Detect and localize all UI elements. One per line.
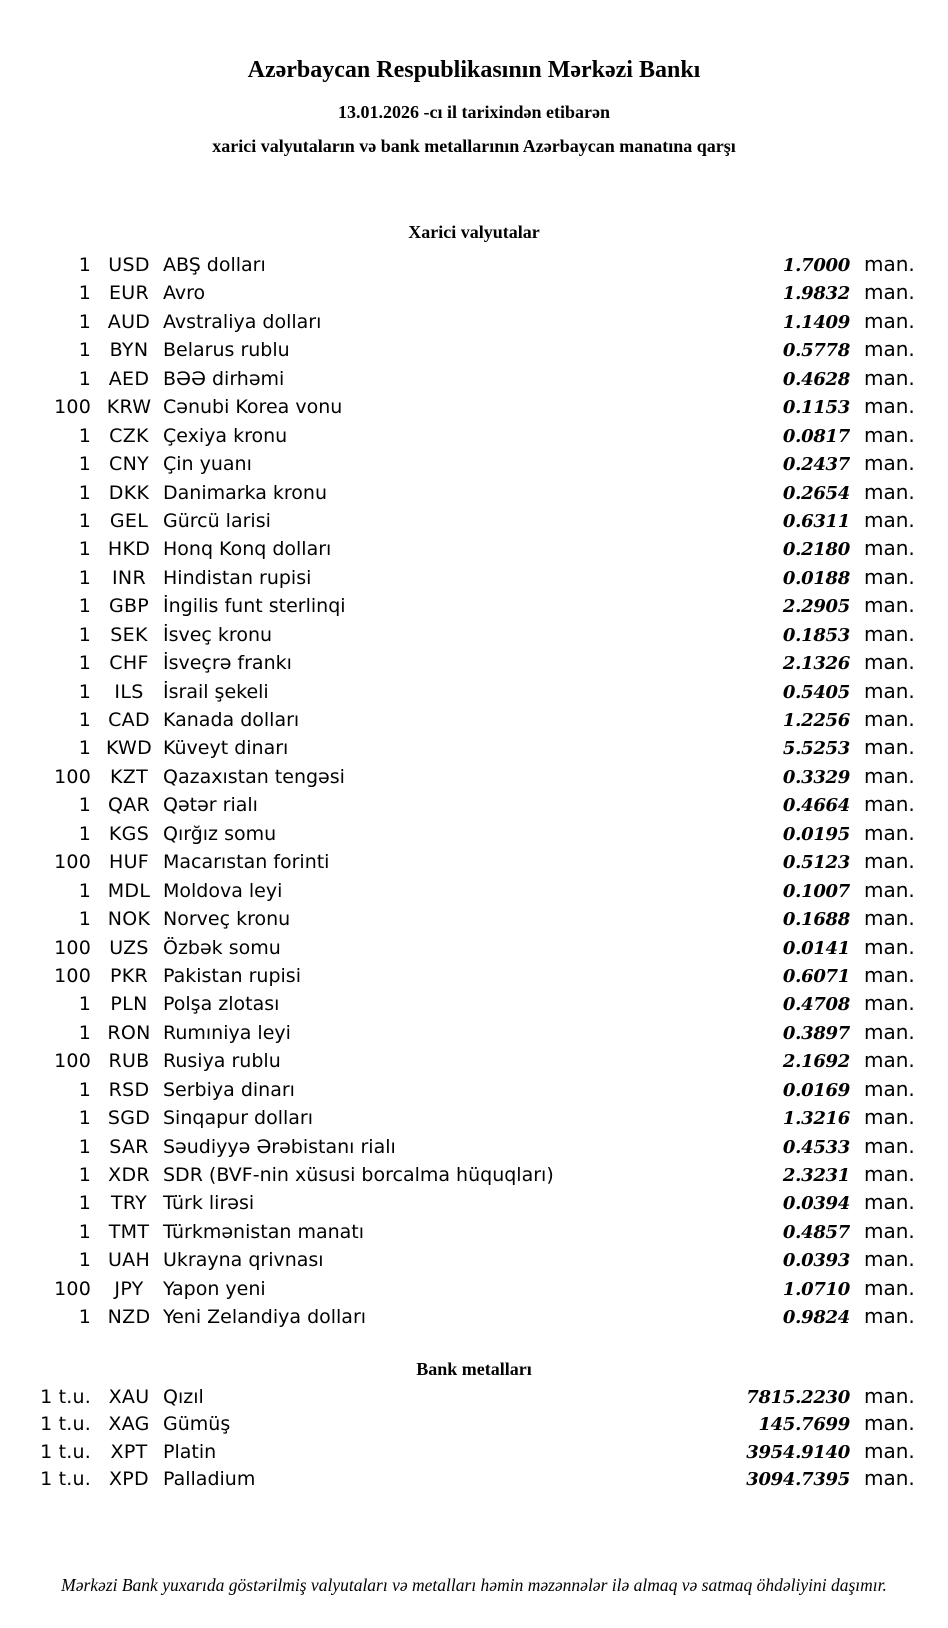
rate-value: 2.1326 (782, 653, 850, 675)
metals-table (0, 1383, 948, 1493)
disclaimer-text: Mərkəzi Bank yuxarıda göstərilmiş valyutaları və metalları həmin məzənnələr ilə almaq və satmaq öhdəliyini daşımır. (61, 1575, 887, 1595)
quantity: 1 t.u. (40, 1440, 91, 1463)
currency-name: Sinqapur dolları (163, 1107, 314, 1130)
rate-row (0, 648, 948, 676)
unit-label: man. (864, 763, 915, 788)
currency-code: XAG (108, 1413, 150, 1436)
currencies-table (0, 250, 948, 1331)
currency-name: Hindistan rupisi (163, 566, 312, 589)
unit-label: man. (864, 1304, 915, 1329)
quantity: 1 (78, 595, 91, 618)
currency-code: QAR (107, 794, 151, 817)
currency-name: Gürcü larisi (163, 509, 271, 532)
rate-row (0, 989, 948, 1017)
unit-label: man. (864, 593, 915, 618)
rate-value: 0.5778 (782, 340, 850, 362)
unit-label: man. (864, 1019, 915, 1044)
rate-value: 0.2180 (782, 539, 850, 561)
currency-code: TRY (110, 1192, 148, 1215)
rate-row (0, 506, 948, 534)
currency-code: AED (108, 367, 150, 390)
currency-code: TMT (108, 1220, 150, 1243)
rate-row (0, 762, 948, 790)
rate-value: 5.5253 (782, 738, 850, 760)
currency-name: İngilis funt sterlinqi (163, 595, 346, 618)
currency-code: RON (107, 1021, 151, 1044)
currency-code: XDR (108, 1164, 150, 1186)
quantity: 1 (78, 993, 91, 1016)
currency-code: MDL (107, 879, 151, 902)
currency-name: Danimarka kronu (163, 481, 328, 504)
currency-name: Rusiya rublu (163, 1050, 281, 1073)
unit-label: man. (864, 1162, 915, 1186)
rate-value: 3094.7395 (746, 1469, 850, 1491)
rate-value: 145.7699 (758, 1414, 850, 1436)
rate-row (0, 790, 948, 818)
rate-row (0, 278, 948, 306)
page-title: Azərbaycan Respublikasının Mərkəzi Bankı (247, 57, 701, 83)
currency-code: JPY (114, 1277, 144, 1300)
quantity: 1 (78, 1107, 91, 1130)
quantity: 1 (78, 481, 91, 504)
currency-name: Küveyt dinarı (163, 737, 289, 760)
rate-row (0, 933, 948, 961)
quantity: 1 (78, 424, 91, 447)
currency-code: ILS (114, 680, 144, 703)
currency-code: RUB (108, 1050, 150, 1073)
currency-name: Gümüş (163, 1413, 231, 1436)
unit-label: man. (864, 1133, 915, 1158)
quantity: 1 (78, 822, 91, 845)
quantity: 100 (54, 964, 91, 987)
currency-name: Palladium (163, 1468, 256, 1491)
rate-value: 0.1153 (782, 397, 850, 419)
currency-code: KWD (105, 737, 153, 760)
rate-row (0, 1302, 948, 1330)
currency-name: BƏƏ dirhəmi (163, 367, 285, 390)
rate-row (0, 1188, 948, 1216)
quantity: 1 t.u. (40, 1413, 91, 1436)
rate-value: 2.1692 (782, 1051, 850, 1073)
rate-value: 0.3897 (782, 1022, 850, 1044)
currency-code: KGS (108, 822, 150, 845)
currency-name: Macarıstan forinti (163, 851, 330, 874)
currency-name: Çin yuanı (163, 453, 252, 476)
rate-row (0, 1160, 948, 1188)
rate-value: 0.4533 (782, 1136, 850, 1158)
rate-row (0, 1274, 948, 1302)
rate-value: 0.4628 (782, 368, 850, 390)
currency-code: GBP (108, 595, 150, 618)
currency-code: XPD (108, 1468, 149, 1491)
quantity: 100 (54, 1277, 91, 1300)
rate-row (0, 1410, 948, 1438)
currency-name: Türkmənistan manatı (163, 1220, 365, 1243)
currency-code: CNY (109, 453, 149, 476)
rate-row (0, 421, 948, 449)
rate-row (0, 1465, 948, 1493)
unit-label: man. (864, 1275, 915, 1300)
currency-code: CAD (108, 709, 150, 731)
metals-section-title: Bank metalları (416, 1358, 532, 1379)
rate-row (0, 1132, 948, 1160)
currency-code: HUF (108, 851, 150, 874)
currency-code: UZS (109, 936, 149, 959)
quantity: 1 (78, 1220, 91, 1243)
quantity: 1 (78, 737, 91, 760)
unit-label: man. (864, 650, 915, 675)
rate-value: 1.1409 (782, 311, 850, 333)
quantity: 1 (78, 652, 91, 675)
rate-row (0, 1438, 948, 1466)
unit-label: man. (864, 934, 915, 959)
rate-value: 0.0169 (782, 1079, 850, 1101)
quantity: 1 (78, 1192, 91, 1215)
unit-label: man. (864, 621, 915, 646)
quantity: 1 t.u. (40, 1468, 91, 1491)
quantity: 100 (54, 936, 91, 959)
rate-row (0, 961, 948, 989)
quantity: 1 (78, 1249, 91, 1272)
rate-row (0, 677, 948, 705)
unit-label: man. (864, 1190, 915, 1215)
rate-value: 0.2654 (782, 482, 850, 504)
currency-name: Qırğız somu (163, 822, 277, 845)
rate-value: 0.0188 (782, 567, 850, 589)
rate-value: 0.0141 (782, 937, 850, 959)
currency-code: KZT (110, 765, 148, 788)
unit-label: man. (864, 849, 915, 874)
currency-code: NZD (107, 1306, 151, 1329)
currency-name: Avstraliya dolları (163, 310, 322, 333)
currency-name: Özbək somu (163, 936, 281, 959)
unit-label: man. (864, 308, 915, 333)
unit-label: man. (864, 337, 915, 362)
rate-value: 3954.9140 (746, 1441, 850, 1463)
currency-code: INR (112, 566, 146, 589)
currency-name: Qətər rialı (163, 794, 258, 817)
unit-label: man. (864, 252, 915, 276)
quantity: 1 (78, 254, 91, 276)
quantity: 1 (78, 1135, 91, 1158)
rate-row (0, 904, 948, 932)
currency-name: Ukrayna qrivnası (163, 1249, 324, 1272)
currency-name: Norveç kronu (163, 908, 291, 931)
currency-name: ABŞ dolları (163, 254, 266, 276)
unit-label: man. (864, 394, 915, 419)
currency-code: XPT (110, 1440, 148, 1463)
currency-code: RSD (108, 1078, 150, 1101)
rate-value: 0.0817 (782, 425, 850, 447)
rate-row (0, 847, 948, 875)
unit-label: man. (864, 991, 915, 1016)
unit-label: man. (864, 877, 915, 902)
currency-name: Polşa zlotası (163, 993, 280, 1016)
quantity: 1 (78, 623, 91, 646)
rate-value: 0.0195 (782, 823, 850, 845)
currency-name: Pakistan rupisi (163, 964, 301, 987)
unit-label: man. (864, 1466, 915, 1491)
quantity: 100 (54, 851, 91, 874)
unit-label: man. (864, 735, 915, 760)
currency-name: Qazaxıstan tengəsi (163, 765, 345, 788)
rate-value: 0.3329 (782, 766, 850, 788)
rate-value: 1.9832 (782, 283, 850, 305)
rate-row (0, 563, 948, 591)
currency-name: Cənubi Korea vonu (163, 396, 343, 419)
rate-row (0, 733, 948, 761)
currency-code: AUD (107, 310, 151, 333)
quantity: 1 (78, 310, 91, 333)
currency-code: BYN (109, 339, 149, 362)
rate-value: 0.4664 (782, 795, 850, 817)
currency-name: Yapon yeni (163, 1277, 266, 1300)
rate-value: 7815.2230 (746, 1386, 850, 1408)
currency-name: Səudiyyə Ərəbistanı rialı (163, 1135, 396, 1158)
currency-code: KRW (106, 396, 152, 419)
quantity: 1 (78, 509, 91, 532)
rate-row (0, 449, 948, 477)
rate-value: 0.9824 (782, 1307, 850, 1329)
currency-code: XAU (108, 1385, 150, 1408)
rate-value: 0.6071 (782, 965, 850, 987)
quantity: 1 (78, 1164, 91, 1186)
unit-label: man. (864, 678, 915, 703)
quantity: 100 (54, 1050, 91, 1073)
currency-name: Avro (163, 282, 206, 305)
unit-label: man. (864, 792, 915, 817)
rate-row (0, 705, 948, 733)
unit-label: man. (864, 1247, 915, 1272)
currency-code: UAH (107, 1249, 151, 1272)
currency-code: HKD (107, 538, 151, 561)
unit-label: man. (864, 1438, 915, 1463)
unit-label: man. (864, 962, 915, 987)
quantity: 1 (78, 1021, 91, 1044)
currency-name: Belarus rublu (163, 339, 290, 362)
rate-row (0, 392, 948, 420)
rate-row (0, 335, 948, 363)
rate-row (0, 1103, 948, 1131)
currency-name: İsrail şekeli (163, 680, 269, 703)
unit-label: man. (864, 365, 915, 390)
rate-value: 0.0394 (782, 1193, 850, 1215)
unit-label: man. (864, 536, 915, 561)
unit-label: man. (864, 1048, 915, 1073)
currency-name: Moldova leyi (163, 879, 283, 902)
unit-label: man. (864, 564, 915, 589)
quantity: 1 t.u. (40, 1385, 91, 1408)
unit-label: man. (864, 507, 915, 532)
currency-code: SGD (107, 1107, 151, 1130)
rate-row (0, 1046, 948, 1074)
rate-row (0, 250, 948, 278)
rate-value: 0.2437 (782, 454, 850, 476)
currency-code: SEK (110, 623, 148, 646)
rate-row (0, 1383, 948, 1411)
currency-name: Yeni Zelandiya dolları (163, 1306, 367, 1329)
rate-row (0, 1075, 948, 1103)
currency-name: Serbiya dinarı (163, 1078, 295, 1101)
rate-value: 1.0710 (782, 1278, 850, 1300)
currency-code: SAR (109, 1135, 149, 1158)
unit-label: man. (864, 1105, 915, 1130)
currency-code: CZK (109, 424, 149, 447)
currency-name: Qızıl (163, 1385, 204, 1408)
quantity: 1 (78, 680, 91, 703)
rate-value: 0.4857 (782, 1221, 850, 1243)
currency-name: Platin (163, 1440, 217, 1463)
quantity: 1 (78, 709, 91, 731)
rate-row (0, 620, 948, 648)
rate-value: 0.6311 (782, 510, 850, 532)
rate-value: 1.3216 (782, 1108, 850, 1130)
rate-row (0, 819, 948, 847)
rate-row (0, 876, 948, 904)
currency-code: DKK (108, 481, 150, 504)
quantity: 100 (54, 765, 91, 788)
rate-value: 0.5405 (782, 681, 850, 703)
quantity: 1 (78, 538, 91, 561)
quantity: 1 (78, 282, 91, 305)
unit-label: man. (864, 906, 915, 931)
currency-code: USD (108, 254, 150, 276)
unit-label: man. (864, 1076, 915, 1101)
rate-value: 2.3231 (782, 1165, 850, 1186)
unit-label: man. (864, 422, 915, 447)
unit-label: man. (864, 479, 915, 504)
unit-label: man. (864, 451, 915, 476)
quantity: 1 (78, 566, 91, 589)
unit-label: man. (864, 1218, 915, 1243)
rate-row (0, 364, 948, 392)
currency-code: PKR (109, 964, 149, 987)
quantity: 1 (78, 794, 91, 817)
currency-code: PLN (110, 993, 148, 1016)
currency-name: Türk lirəsi (163, 1192, 255, 1215)
quantity: 1 (78, 908, 91, 931)
quantity: 1 (78, 339, 91, 362)
quantity: 100 (54, 396, 91, 419)
currency-name: Honq Konq dolları (163, 538, 332, 561)
currency-name: SDR (BVF-nin xüsusi borcalma hüquqları) (163, 1164, 554, 1186)
currency-name: Kanada dolları (163, 709, 300, 731)
rate-value: 0.1688 (782, 909, 850, 931)
unit-label: man. (864, 820, 915, 845)
rate-value: 0.4708 (782, 994, 850, 1016)
currencies-section-title: Xarici valyutalar (408, 222, 540, 242)
rate-value: 1.2256 (782, 710, 850, 731)
currency-name: İsveç kronu (163, 623, 273, 646)
currency-code: EUR (108, 282, 149, 305)
currency-name: İsveçrə frankı (163, 652, 292, 675)
rate-value: 2.2905 (782, 596, 850, 618)
rate-row (0, 1018, 948, 1046)
rate-row (0, 1245, 948, 1273)
unit-label: man. (864, 280, 915, 305)
currency-code: CHF (109, 652, 149, 675)
unit-label: man. (864, 1411, 915, 1436)
rate-value: 0.1853 (782, 624, 850, 646)
rate-row (0, 307, 948, 335)
currency-name: Çexiya kronu (163, 424, 288, 447)
rate-row (0, 534, 948, 562)
quantity: 1 (78, 879, 91, 902)
quantity: 1 (78, 1078, 91, 1101)
quantity: 1 (78, 367, 91, 390)
currency-code: NOK (107, 908, 151, 931)
rate-row (0, 478, 948, 506)
rate-value: 0.0393 (782, 1250, 850, 1272)
page-subtitle: xarici valyutaların və bank metallarının Azərbaycan manatına qarşı (212, 136, 736, 156)
unit-label: man. (864, 1383, 915, 1408)
unit-label: man. (864, 707, 915, 731)
rate-row (0, 1217, 948, 1245)
rate-value: 1.7000 (782, 255, 850, 276)
rate-value: 0.1007 (782, 880, 850, 902)
quantity: 1 (78, 453, 91, 476)
rate-value: 0.5123 (782, 852, 850, 874)
quantity: 1 (78, 1306, 91, 1329)
currency-name: Rumıniya leyi (163, 1021, 291, 1044)
effective-date: 13.01.2026 -cı il tarixindən etibarən (338, 102, 610, 122)
currency-code: GEL (109, 509, 149, 532)
rate-row (0, 591, 948, 619)
